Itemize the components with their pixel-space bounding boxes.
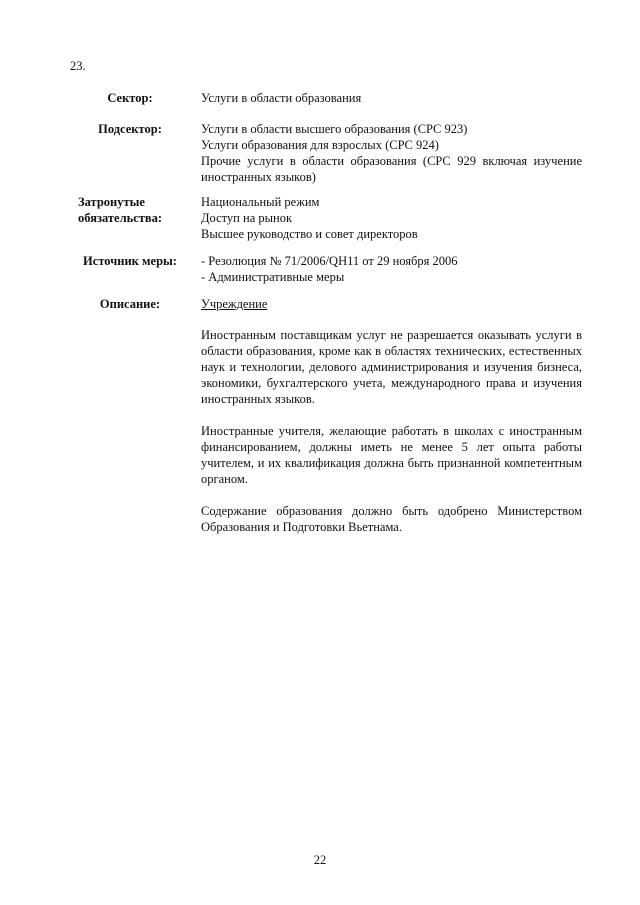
description-heading: Учреждение (201, 297, 268, 311)
subsector-line: Услуги в области высшего образования (CPC 923) (201, 122, 468, 136)
sector-value: Услуги в области образования (201, 91, 362, 105)
obligation-item: Высшее руководство и совет директоров (201, 227, 418, 241)
source-label: Источник меры: (83, 254, 177, 268)
description-paragraph: Иностранным поставщикам услуг не разрешается оказывать услуги в области образования, кроме как в областях технических, естественных наук и технологии, делового администрирования и изучения бизнеса, экономики, бухгалтерского учета, международного права и изучения иностранных языков. (201, 328, 582, 406)
page-number: 22 (313, 853, 327, 867)
sector-label: Сектор: (107, 91, 153, 105)
description-label: Описание: (99, 297, 161, 311)
source-item: - Административные меры (201, 270, 345, 284)
obligation-item: Национальный режим (201, 195, 320, 209)
description-paragraph: Содержание образования должно быть одобрено Министерством Образования и Подготовки Вьетнама. (201, 504, 582, 534)
source-item: - Резолюция № 71/2006/QH11 от 29 ноября 2006 (201, 254, 458, 268)
subsector-line: Услуги образования для взрослых (CPC 924) (201, 138, 439, 152)
subsector-values (201, 121, 582, 185)
obligations-label (78, 194, 198, 226)
obligation-item: Доступ на рынок (201, 211, 293, 225)
description-paragraph: Иностранные учителя, желающие работать в школах с иностранным финансированием, должны иметь не менее 5 лет опыта работы учителем, и их квалификация должна быть признанной компетентным органом. (201, 424, 582, 486)
subsector-label: Подсектор: (98, 122, 162, 136)
sector-value-block (201, 90, 582, 106)
obligations-label-line: Затронутые (78, 195, 145, 209)
entry-number: 23. (70, 59, 86, 73)
source-values (201, 253, 582, 285)
subsector-paragraph: Прочие услуги в области образования (CPC 929 включая изучение иностранных языков) (201, 154, 582, 184)
obligations-label-line: обязательства: (78, 211, 163, 225)
obligations-values (201, 194, 582, 242)
description-content (201, 296, 582, 535)
